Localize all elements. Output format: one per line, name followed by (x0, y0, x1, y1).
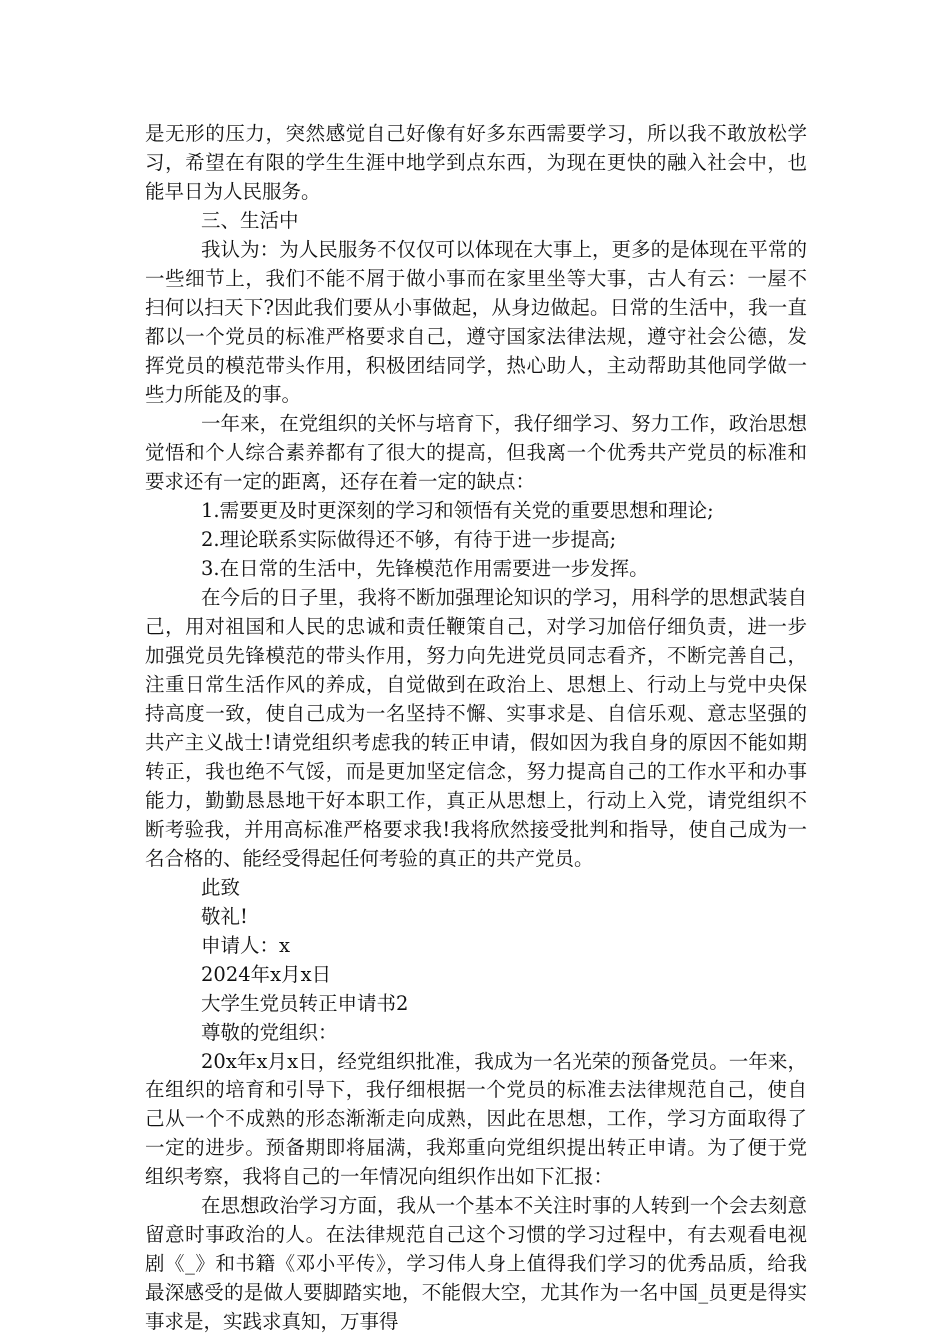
closing-salutation: 此致 (201, 875, 241, 899)
shortcoming-item-1: 1.需要更及时更深刻的学习和领悟有关党的重要思想和理论; (201, 498, 714, 522)
shortcoming-item-3: 3.在日常的生活中，先锋模范作用需要进一步发挥。 (201, 556, 649, 580)
section-heading-life: 三、生活中 (201, 208, 299, 232)
greeting-line: 尊敬的党组织： (201, 1020, 338, 1044)
paragraph-continuation: 是无形的压力，突然感觉自己好像有好多东西需要学习，所以我不敢放松学习，希望在有限的学生生涯中地学到点东西，为现在更快的融入社会中，也能早日为人民服务。 (145, 122, 807, 203)
paragraph-future-plan: 在今后的日子里，我将不断加强理论知识的学习，用科学的思想武装自己，用对祖国和人民的忠诚和责任鞭策自己，对学习加倍仔细负责，进一步加强党员先锋模范的带头作用，努力向先进党员同志看齐，不断完善自己，注重日常生活作风的养成，自觉做到在政治上、思想上、行动上与党中央保持高度一致，使自己成为一名坚持不懈、实事求是、自信乐观、意志坚强的共产主义战士!请党组织考虑我的转正申请，假如因为我自身的原因不能如期转正，我也绝不气馁，而是更加坚定信念，努力提高自己的工作水平和办事能力，勤勤恳恳地干好本职工作，真正从思想上，行动上入党，请党组织不断考验我，并用高标准严格要求我!我将欣然接受批判和指导，使自己成为一名合格的、能经受得起任何考验的真正的共产党员。 (145, 585, 807, 870)
date-line: 2024年x月x日 (201, 962, 332, 986)
document-page (145, 120, 807, 1337)
document-title-2: 大学生党员转正申请书2 (201, 991, 409, 1015)
paragraph-year-review: 一年来，在党组织的关怀与培育下，我仔细学习、努力工作，政治思想觉悟和个人综合素养都有了很大的提高，但我离一个优秀共产党员的标准和要求还有一定的距离，还存在着一定的缺点： (145, 411, 807, 493)
paragraph-serve-people: 我认为：为人民服务不仅仅可以体现在大事上，更多的是体现在平常的一些细节上，我们不能不屑于做小事而在家里坐等大事，古人有云：一屋不扫何以扫天下?因此我们要从小事做起，从身边做起。日常的生活中，我一直都以一个党员的标准严格要求自己，遵守国家法律法规，遵守社会公德，发挥党员的模范带头作用，积极团结同学，热心助人，主动帮助其他同学做一些力所能及的事。 (145, 237, 807, 406)
applicant-line: 申请人：x (201, 933, 290, 957)
paragraph-introduction: 20x年x月x日，经党组织批准，我成为一名光荣的预备党员。一年来，在组织的培育和引导下，我仔细根据一个党员的标准去法律规范自己，使自己从一个不成熟的形态渐渐走向成熟，因此在思想，工作，学习方面取得了一定的进步。预备期即将届满，我郑重向党组织提出转正申请。为了便于党组织考察，我将自己的一年情况向组织作出如下汇报： (145, 1049, 807, 1189)
paragraph-political-study: 在思想政治学习方面，我从一个基本不关注时事的人转到一个会去刻意留意时事政治的人。在法律规范自己这个习惯的学习过程中，有去观看电视剧《_》和书籍《邓小平传》，学习伟人身上值得我们学习的优秀品质，给我最深感受的是做人要脚踏实地，不能假大空，尤其作为一名中国_员更是得实事求是，实践求真知，万事得 (145, 1194, 807, 1334)
closing-regards: 敬礼! (201, 904, 248, 928)
shortcoming-item-2: 2.理论联系实际做得还不够，有待于进一步提高; (201, 527, 617, 551)
